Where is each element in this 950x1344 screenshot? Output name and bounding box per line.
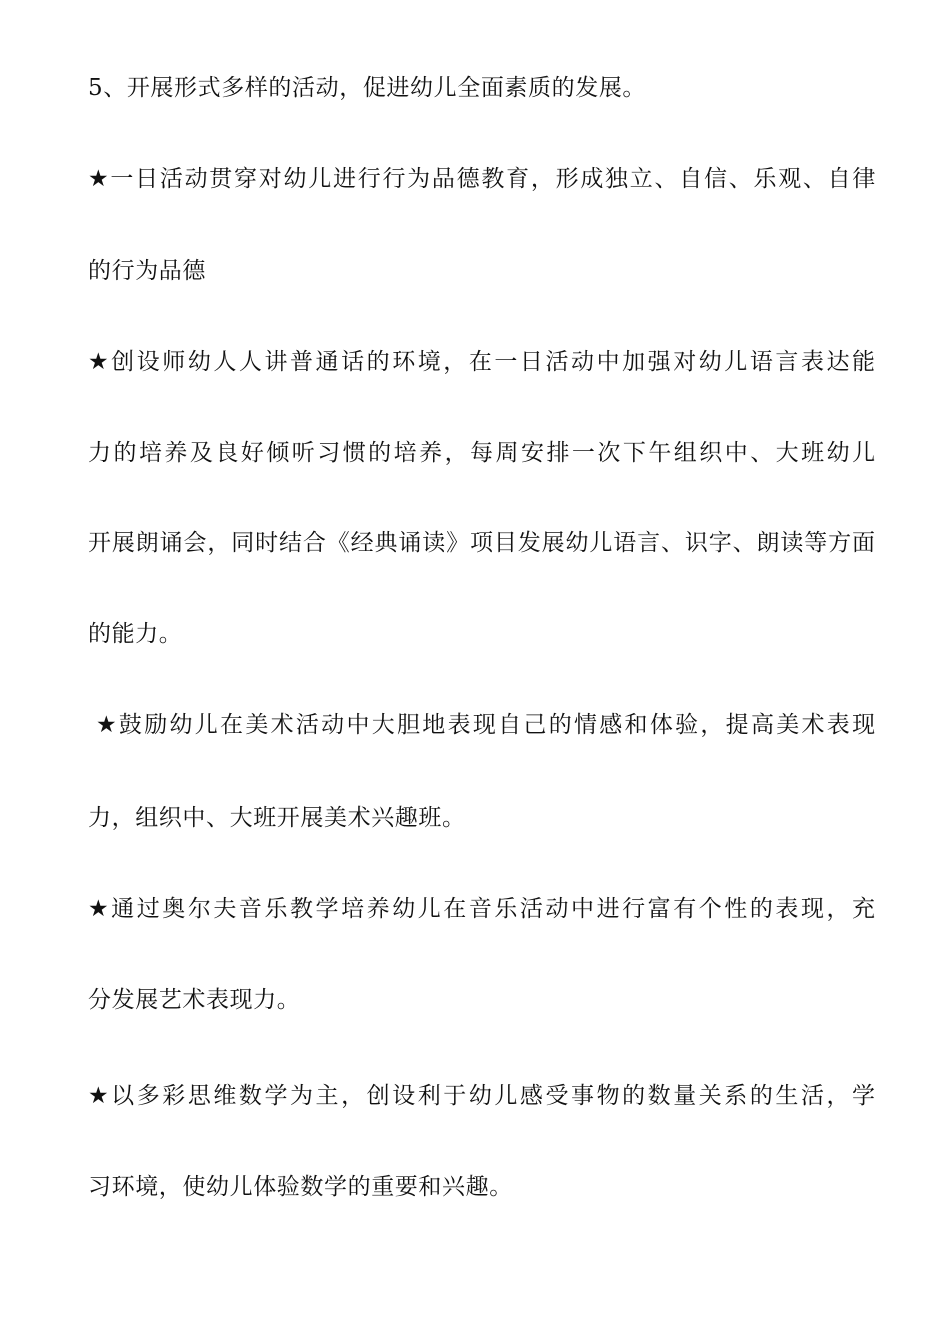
- text-line: 习环境，使幼儿体验数学的重要和兴趣。: [88, 1174, 513, 1200]
- text-line: ★ 以 多 彩 思 维 数 学 为 主 ， 创 设 利 于 幼 儿 感 受 事 物 的 数 量 关 系 的 生 活 ， 学: [88, 1083, 876, 1109]
- text-line: 分发展艺术表现力。: [88, 987, 301, 1013]
- text-line: 力 的 培 养 及 良 好 倾 听 习 惯 的 培 养 ， 每 周 安 排 一 次 下 午 组 织 中 、 大 班 幼 儿: [88, 440, 876, 466]
- text-line: 力，组织中、大班开展美术兴趣班。: [88, 805, 466, 831]
- text-line: ★ 通 过 奥 尔 夫 音 乐 教 学 培 养 幼 儿 在 音 乐 活 动 中 进 行 富 有 个 性 的 表 现 ， 充: [88, 896, 876, 922]
- text-line: ★ 一 日 活 动 贯 穿 对 幼 儿 进 行 行 为 品 德 教 育 ， 形 成 独 立 、 自 信 、 乐 观 、 自 律: [88, 166, 876, 192]
- text-line: 开 展 朗 诵 会 ， 同 时 结 合 《 经 典 诵 读 》 项 目 发 展 幼 儿 语 言 、 识 字 、 朗 读 等 方 面: [88, 530, 876, 556]
- text-line: 的能力。: [88, 621, 183, 647]
- text-line: ★ 鼓 励 幼 儿 在 美 术 活 动 中 大 胆 地 表 现 自 己 的 情 感 和 体 验 ， 提 高 美 术 表 现: [96, 712, 876, 738]
- text-line: ★ 创 设 师 幼 人 人 讲 普 通 话 的 环 境 ， 在 一 日 活 动 中 加 强 对 幼 儿 语 言 表 达 能: [88, 349, 876, 375]
- section-heading: 5、开展形式多样的活动，促进幼儿全面素质的发展。: [88, 75, 647, 101]
- text-line: 的行为品德: [88, 258, 206, 284]
